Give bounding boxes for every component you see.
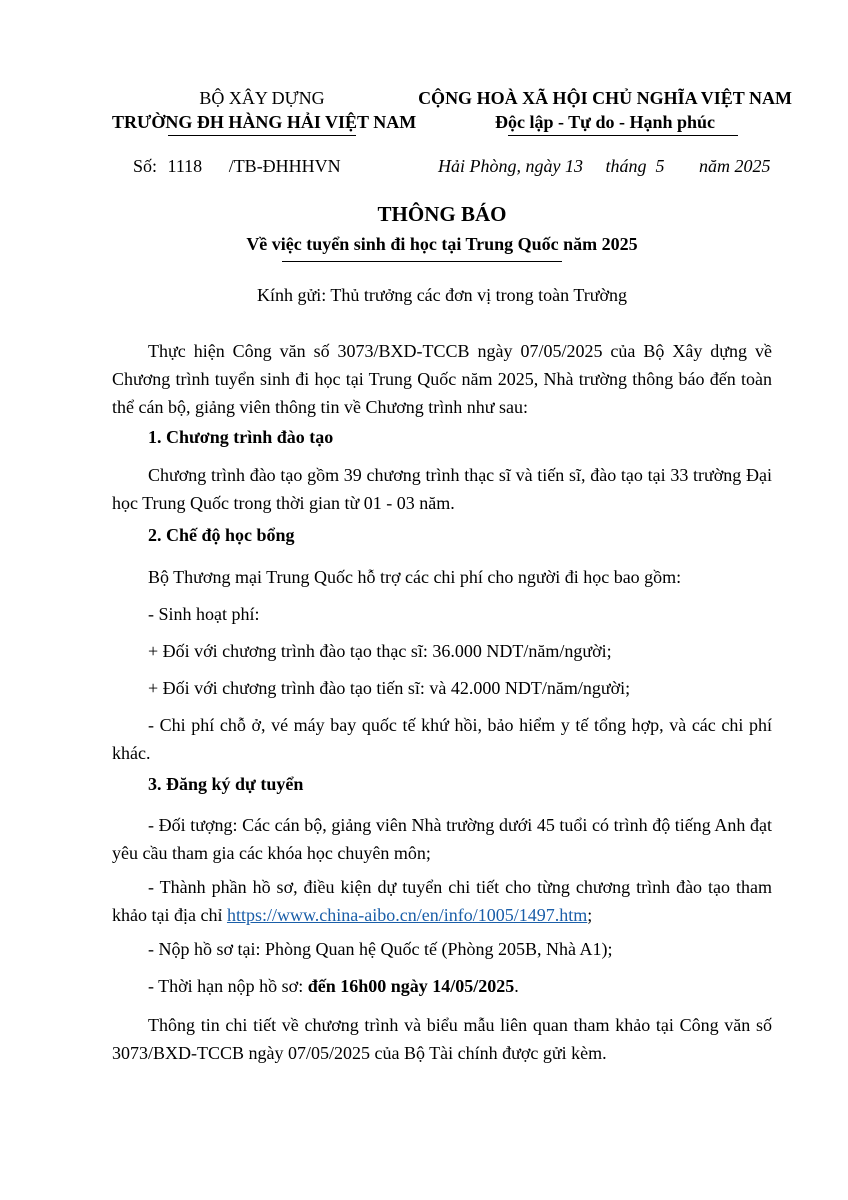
section2-paragraph-4: + Đối với chương trình đào tạo tiến sĩ: và 42.000 NDT/năm/người; — [148, 678, 631, 698]
country-motto: Độc lập - Tự do - Hạnh phúc — [494, 112, 716, 132]
intro-paragraph: Thực hiện Công văn số 3073/BXD-TCCB ngày 07/05/2025 của Bộ Xây dựng về Chương trình tuyển sinh đi học tại Trung Quốc năm 2025, Nhà trường thông báo đến toàn thể cán bộ, giảng viên thông tin về Chương trình như sau: — [112, 341, 772, 417]
document-number-suffix: /TB-ĐHHHVN — [228, 156, 341, 176]
document-number-value: 1118 — [167, 156, 203, 176]
program-info-link[interactable]: https://www.china-aibo.cn/en/info/1005/1497.htm — [226, 905, 588, 925]
ministry-name: BỘ XÂY DỰNG — [199, 88, 325, 108]
document-subject: Về việc tuyển sinh đi học tại Trung Quốc năm 2025 — [246, 234, 638, 254]
deadline-label: - Thời hạn nộp hồ sơ: — [148, 976, 308, 996]
recipient-line: Kính gửi: Thủ trưởng các đơn vị trong toàn Trường — [257, 285, 627, 305]
section2-heading: 2. Chế độ học bổng — [148, 525, 295, 545]
deadline-value: đến 16h00 ngày 14/05/2025 — [307, 976, 515, 996]
section2-paragraph-2: - Sinh hoạt phí: — [148, 604, 260, 624]
section2-paragraph-3: + Đối với chương trình đào tạo thạc sĩ: 36.000 NDT/năm/người; — [148, 641, 612, 661]
closing-paragraph: Thông tin chi tiết về chương trình và biểu mẫu liên quan tham khảo tại Công văn số 3073/BXD-TCCB ngày 07/05/2025 của Bộ Tài chính được gửi kèm. — [112, 1015, 772, 1063]
country-name: CỘNG HOÀ XÃ HỘI CHỦ NGHĨA VIỆT NAM — [418, 88, 792, 108]
date-place: Hải Phòng, ngày 13 — [438, 156, 583, 176]
section3-paragraph-1: - Đối tượng: Các cán bộ, giảng viên Nhà trường dưới 45 tuổi có trình độ tiếng Anh đạt yêu cầu tham gia các khóa học chuyên môn; — [112, 815, 772, 863]
document-number-prefix: Số: — [133, 156, 158, 176]
document-number — [133, 156, 341, 177]
section3-paragraph-4 — [112, 972, 772, 1000]
document-date — [438, 156, 771, 177]
document-title: THÔNG BÁO — [377, 202, 507, 226]
section3-heading: 3. Đăng ký dự tuyển — [148, 774, 304, 794]
section2-paragraph-5: - Chi phí chỗ ở, vé máy bay quốc tế khứ hồi, bảo hiểm y tế tổng hợp, và các chi phí khác. — [112, 715, 772, 763]
section3-paragraph-2-end: ; — [587, 905, 593, 925]
section3-paragraph-2 — [112, 873, 772, 929]
subject-rule — [282, 261, 562, 262]
right-header-rule — [508, 135, 738, 136]
deadline-end: . — [514, 976, 519, 996]
section3-paragraph-3: - Nộp hồ sơ tại: Phòng Quan hệ Quốc tế (Phòng 205B, Nhà A1); — [148, 939, 613, 959]
section1-text: Chương trình đào tạo gồm 39 chương trình thạc sĩ và tiến sĩ, đào tạo tại 33 trường Đại học Trung Quốc trong thời gian từ 01 - 03 năm. — [112, 465, 772, 513]
university-name: TRƯỜNG ĐH HÀNG HẢI VIỆT NAM — [112, 112, 417, 132]
section2-paragraph-1: Bộ Thương mại Trung Quốc hỗ trợ các chi phí cho người đi học bao gồm: — [148, 567, 682, 587]
section1-heading: 1. Chương trình đào tạo — [148, 427, 334, 447]
left-header-rule — [168, 135, 356, 136]
date-year: năm 2025 — [699, 156, 771, 176]
date-month: tháng 5 — [605, 156, 665, 176]
section3-paragraph-2-text: - Thành phần hồ sơ, điều kiện dự tuyển chi tiết cho từng chương trình đào tạo tham khảo tại địa chỉ — [112, 877, 772, 925]
